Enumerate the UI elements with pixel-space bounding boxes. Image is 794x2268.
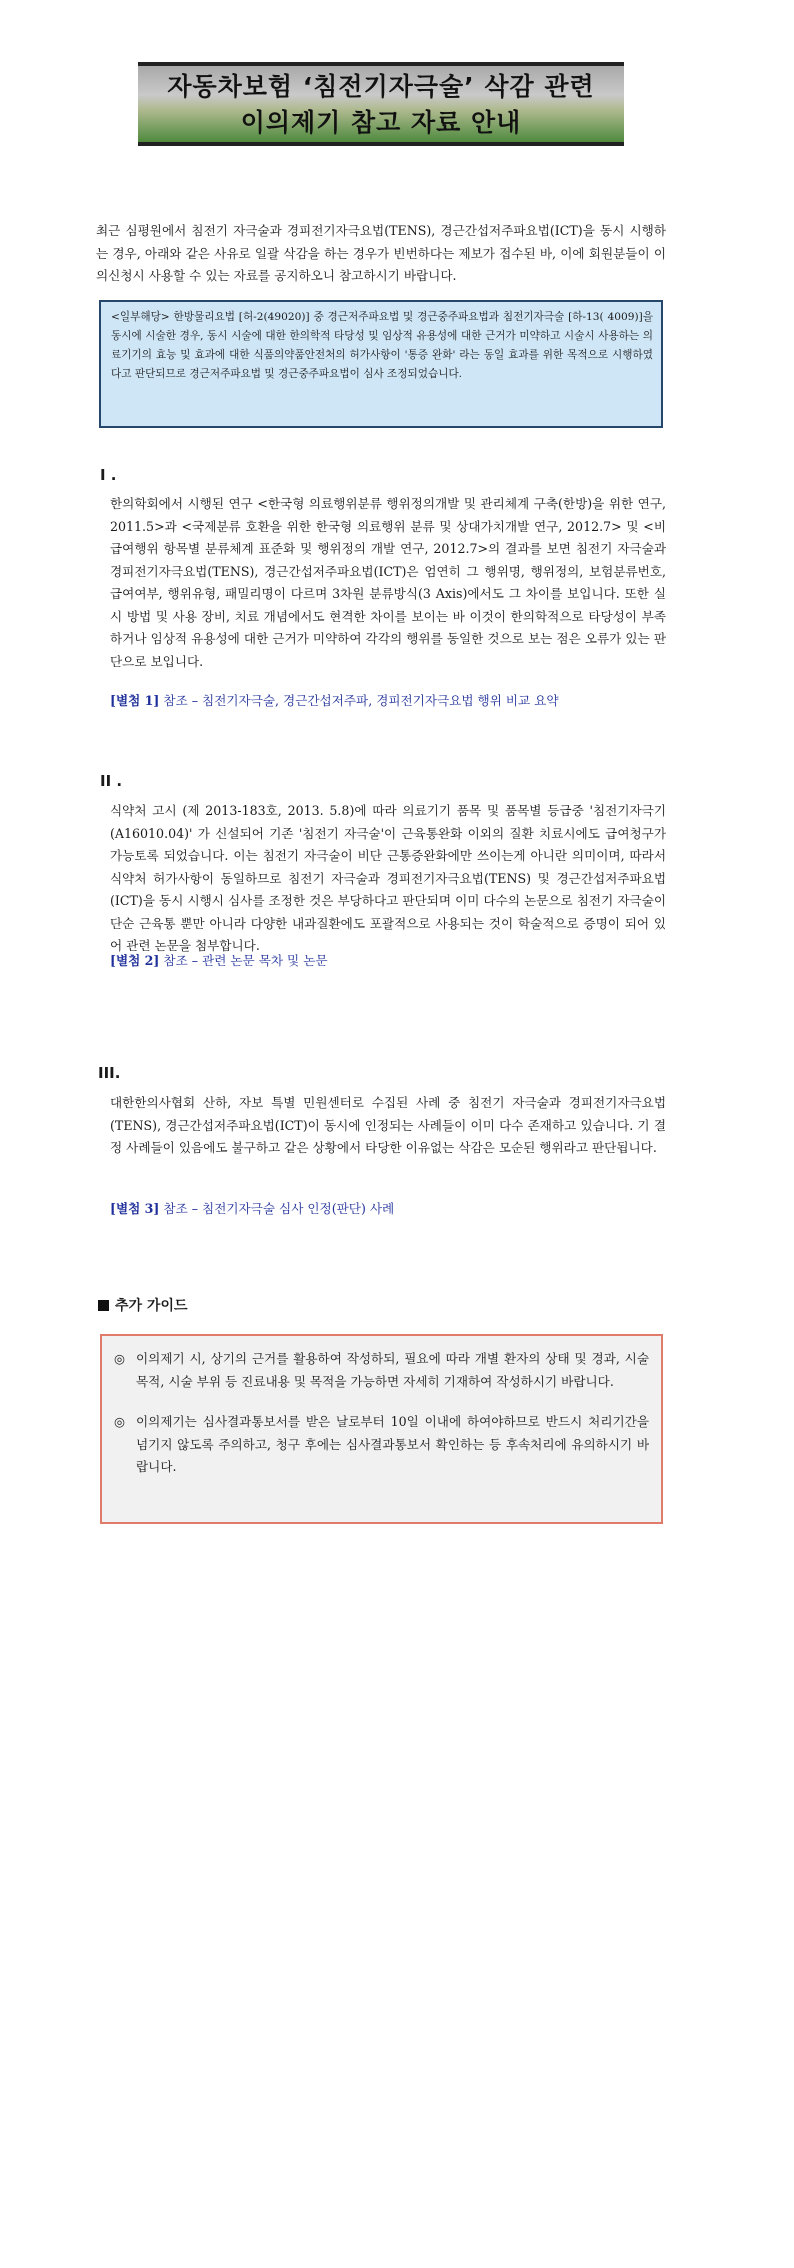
section-1-reference: [110, 690, 666, 712]
attachment-3-label: [별첨 3]: [110, 1201, 160, 1216]
section-3-number: III.: [98, 1064, 121, 1082]
title-banner: [138, 62, 624, 146]
attachment-1-text: 참조 – 침전기자극술, 경근간섭저주파, 경피전기자극요법 행위 비교 요약: [159, 693, 559, 708]
guide-box: [100, 1334, 663, 1524]
double-circle-icon: ◎: [114, 1351, 125, 1366]
double-circle-icon: ◎: [114, 1414, 125, 1429]
guide-item-text: 이의제기 시, 상기의 근거를 활용하여 작성하되, 필요에 따라 개별 환자의 상태 및 경과, 시술 목적, 시술 부위 등 진료내용 및 목적을 가능하면 자세히 기재하여 작성하시기 바랍니다.: [136, 1351, 649, 1389]
guide-item: [114, 1411, 649, 1479]
section-2-reference: [110, 950, 666, 972]
notice-text: <일부해당> 한방물리요법 [허-2(49020)] 중 경근저주파요법 및 경근중주파요법과 침전기자극술 [하-13( 4009)]을 동시에 시술한 경우, 동시 시술에 대한 한의학적 타당성 및 임상적 유용성에 대한 근거가 미약하고 시술시 사용하는 의료기기의 효능 및 효과에 대한 식품의약품안전처의 허가사항이 '통증 완화' 라는 동일 효과를 위한 목적으로 시행하였다고 판단되므로 경근저주파요법 및 경근중주파요법이 심사 조정되었습니다.: [111, 311, 653, 380]
page-subtitle: 이의제기 참고 자료 안내: [240, 108, 522, 137]
intro-paragraph: 최근 심평원에서 침전기 자극술과 경피전기자극요법(TENS), 경근간섭저주파요법(ICT)을 동시 시행하는 경우, 아래와 같은 사유로 일괄 삭감을 하는 경우가 빈번하다는 제보가 접수된 바, 이에 회원분들이 이의신청시 사용할 수 있는 자료를 공지하오니 참고하시기 바랍니다.: [96, 223, 666, 283]
section-2-number: II .: [100, 772, 123, 790]
square-bullet-icon: [98, 1300, 109, 1311]
section-1-number: I .: [100, 466, 117, 484]
section-3-body: 대한한의사협회 산하, 자보 특별 민원센터로 수집된 사례 중 침전기 자극술과 경피전기자극요법(TENS), 경근간섭저주파요법(ICT)이 동시에 인정되는 사례들이 이미 다수 존재하고 있습니다. 기 결정 사례들이 있음에도 불구하고 같은 상황에서 타당한 이유없는 삭감은 모순된 행위라고 판단됩니다.: [110, 1095, 666, 1155]
section-3-reference: [110, 1198, 666, 1220]
guide-item: [114, 1348, 649, 1393]
notice-box: [99, 300, 663, 428]
section-2-body: 식약처 고시 (제 2013-183호, 2013. 5.8)에 따라 의료기기 품목 및 품목별 등급중 '침전기자극기(A16010.04)' 가 신설되어 기존 '침전기 자극술'이 근육통완화 이외의 질환 치료시에도 급여청구가 가능토록 되었습니다. 이는 침전기 자극술이 비단 근통증완화에만 쓰이는게 아니란 의미이며, 따라서 식약처 허가사항이 동일하므로 침전기 자극술과 경피전기자극요법(TENS) 및 경근간섭저주파요법(ICT)을 동시 시행시 심사를 조정한 것은 부당하다고 판단되며 이미 다수의 논문으로 침전기 자극술이 단순 근육통 뿐만 아니라 다양한 내과질환에도 포괄적으로 사용되는 것이 학술적으로 증명이 되어 있어 관련 논문을 첨부합니다.: [110, 803, 666, 953]
guide-heading: [98, 1295, 188, 1315]
attachment-2-text: 참조 – 관련 논문 목차 및 논문: [159, 953, 328, 968]
section-1-body: 한의학회에서 시행된 연구 <한국형 의료행위분류 행위정의개발 및 관리체계 구축(한방)을 위한 연구, 2011.5>과 <국제분류 호환을 위한 한국형 의료행위 분류 및 상대가치개발 연구, 2012.7> 및 <비급여행위 항목별 분류체계 표준화 및 행위정의 개발 연구, 2012.7>의 결과를 보면 침전기 자극술과 경피전기자극요법(TENS), 경근간섭저주파요법(ICT)은 엄연히 그 행위명, 행위정의, 보험분류번호, 급여여부, 행위유형, 패밀리명이 다르며 3차원 분류방식(3 Axis)에서도 그 차이를 보입니다. 또한 실시 방법 및 사용 장비, 치료 개념에서도 현격한 차이를 보이는 바 이것이 한의학적으로 타당성이 부족하거나 임상적 유용성에 대한 근거가 미약하여 각각의 행위를 동일한 것으로 보는 점은 오류가 있는 판단으로 보입니다.: [110, 496, 666, 669]
page-title: 자동차보험 ‘침전기자극술’ 삭감 관련: [167, 72, 595, 101]
attachment-3-text: 참조 – 침전기자극술 심사 인정(판단) 사례: [159, 1201, 395, 1216]
attachment-2-label: [별첨 2]: [110, 953, 160, 968]
attachment-1-label: [별첨 1]: [110, 693, 160, 708]
guide-item-text: 이의제기는 심사결과통보서를 받은 날로부터 10일 이내에 하여야하므로 반드시 처리기간을 넘기지 않도록 주의하고, 청구 후에는 심사결과통보서 확인하는 등 후속처리에 유의하시기 바랍니다.: [136, 1414, 649, 1474]
guide-heading-text: 추가 가이드: [115, 1298, 188, 1314]
